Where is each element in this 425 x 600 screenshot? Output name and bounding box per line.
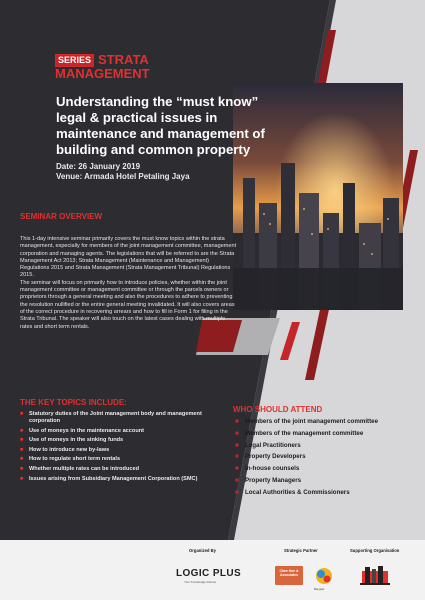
square-bullet-icon: ■ [20,456,24,463]
bangsar-label: Bangsar [314,587,325,591]
list-item: ■ Property Developers [235,453,306,461]
list-item: ■ Use of moneys in the maintenance account [20,427,145,434]
bangsar-logo-icon [314,565,334,587]
series-title-line2: MANAGEMENT [55,66,150,81]
overview-paragraph-1: This 1-day intensive seminar primarily covers the must know topics within the strata management, especially for members of the joint management committee, management corporation and managing agents. The legislations that will be referred to are the Strata Management Act 2013; Strata Management (Maintenance and Management) Regulations 2015 and Strata Management (Strata Management Tribunal) Regulations 2015. [20,236,237,279]
series-badge: SERIES [55,54,94,67]
square-bullet-icon: ■ [235,429,239,437]
series-row [55,53,149,67]
square-bullet-icon: ■ [20,446,24,453]
topics-list [20,411,208,485]
event-date: Date: 26 January 2019 [56,162,141,171]
square-bullet-icon: ■ [235,441,239,449]
list-item: ■ Legal Practitioners [235,441,301,449]
supporting-org-label: Supporting Organisation [350,548,400,553]
list-item: ■ How to regulate short term rentals [20,456,121,463]
list-item: ■ Statutory duties of the Joint management body and management corporation [20,411,202,424]
supporting-org-logo-icon [360,565,390,587]
strategic-partner-label: Strategic Partner [284,548,318,553]
square-bullet-icon: ■ [20,475,24,482]
square-bullet-icon: ■ [235,453,239,461]
square-bullet-icon: ■ [235,465,239,473]
list-item: ■ Local Authorities & Commissioners [235,488,350,496]
chee-hoe-logo: Chee Hoe & Associates [275,566,303,585]
list-item: ■ In-house counsels [235,465,300,473]
list-item: ■ Whether multiple rates can be introduced [20,465,140,472]
square-bullet-icon: ■ [235,476,239,484]
square-bullet-icon: ■ [20,465,24,472]
overview-paragraph-2: The seminar will focus on primarily how to introduce policies, whether within the joint management committee or management committee or through the parcels owners or proprietors through a general meeting and also the procedures to adhere to preventing the resolution nullified or the entire general meeting invalidated. It will also covers areas of the correct procedure in recovering arrears and how to fill in Form 1 for filing in the Strata Tribunal. The speaker will also touch on the latest cases dealing with multiple rates and short term rentals. [20,279,235,330]
attend-heading: WHO SHOULD ATTEND [233,405,323,414]
list-item: ■ Members of the joint management committee [235,418,379,425]
square-bullet-icon: ■ [20,437,24,444]
square-bullet-icon: ■ [20,427,24,434]
list-item: ■ Use of moneys in the sinking funds [20,437,124,444]
page-title: Understanding the “must know” legal & practical issues in maintenance and management of building and common property [56,94,265,157]
list-item: ■ How to introduce new by-laws [20,446,110,453]
event-venue: Venue: Armada Hotel Petaling Jaya [56,172,190,181]
overview-body [20,236,238,331]
sponsor-footer [0,540,425,600]
square-bullet-icon: ■ [235,418,239,425]
list-item: ■ Property Managers [235,476,302,484]
topics-heading: THE KEY TOPICS INCLUDE: [20,398,127,407]
square-bullet-icon: ■ [235,488,239,496]
logic-plus-tagline: Your Knowledge Partner [184,580,217,584]
series-title-line1: STRATA [98,52,149,67]
list-item: ■ Issues arising from Subsidiary Management Corporation (SMC) [20,475,198,482]
list-item: ■ Members of the management committee [235,429,364,437]
attend-list [235,418,415,501]
square-bullet-icon: ■ [20,411,24,417]
logic-plus-logo: LOGIC PLUS [176,568,242,579]
overview-heading: SEMINAR OVERVIEW [20,212,103,221]
organized-by-label: Organized By [189,548,216,553]
